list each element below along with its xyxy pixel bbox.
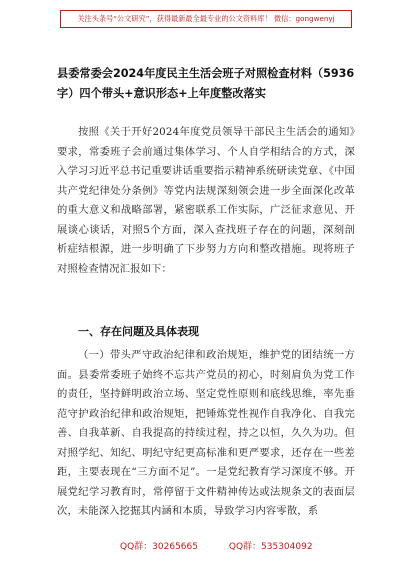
footer-qq-groups — [120, 540, 320, 554]
footer-qq-group-1: QQ群：30265665 — [120, 542, 198, 552]
document-title: 县委常委会2024年度民主生活会班子对照检查材料（5936字）四个带头+意识形态+上年度整改落实 — [57, 67, 355, 100]
footer-qq-group-2: QQ群：535304092 — [228, 542, 313, 552]
section-paragraph: （一）带头严守政治纪律和政治规矩，维护党的团结统一方面。县委常委班子始终不忘共产党员的初心，时刻肩负为党工作的责任，坚持鲜明政治立场、坚定党性原则和底线思维，率先垂范守护政治纪律和政治规矩，把锤炼党性视作自我净化、自我完善、自我革新、自我提高的持续过程，持之以恒，久久为功。但对照学纪、知纪、明纪守纪更高标准和更严要求，还存在一些差距，主要表现在“三方面不足”。一是党纪教育学习深度不够。开展党纪学习教育时，常停留于文件精神传达或法规条文的表面层次，未能深入挖掘其内涵和本质，导致学习内容零散，系 — [57, 349, 355, 517]
section-heading: 一、存在问题及具体表现 — [78, 325, 199, 338]
intro-paragraph: 按照《关于开好2024年度党员领导干部民主生活会的通知》要求，常委班子会前通过集体学习、个人自学相结合的方式，深入学习习近平总书记重要讲话重要指示精神系统研读党章、《中国共产党纪律处分条例》等党内法规深刻领会进一步全面深化改革的重大意义和战略部署，紧密联系工作实际，广泛征求意见、开展谈心谈话，对照5个方面，深入查找班子存在的问题，深刻剖析症结根源，进一步明确了下步努力方向和整改措施。现将班子对照检查情况汇报如下： — [57, 126, 355, 275]
promo-header-banner: 关注头条号“公文研究”，获得最新最全最专业的公文资料库！ 微信：gongwenyj — [60, 10, 352, 28]
